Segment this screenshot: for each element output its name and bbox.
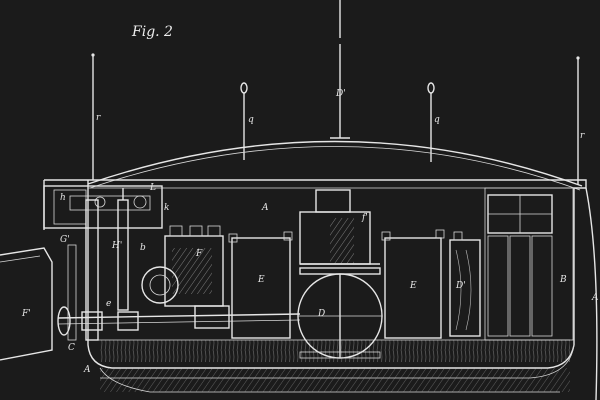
label-F1: F' — [22, 309, 31, 319]
propeller-shaft — [58, 306, 300, 335]
label-B: B — [560, 275, 567, 285]
lamp-post-left — [241, 83, 247, 160]
antenna-rod-right — [576, 56, 579, 185]
label-E-left: E — [258, 275, 265, 285]
arched-roof — [88, 141, 582, 190]
label-b: b — [140, 243, 146, 253]
tank-E-left — [229, 232, 292, 338]
label-E-right: E — [410, 281, 417, 291]
central-mast — [330, 0, 350, 138]
label-G1: G' — [60, 235, 70, 245]
label-h: h — [60, 193, 66, 203]
label-f1: f' — [362, 213, 368, 223]
label-D: D — [318, 309, 326, 319]
upper-machinery — [300, 190, 380, 264]
hull — [44, 180, 597, 400]
label-D1: D' — [456, 281, 466, 291]
label-k: k — [164, 203, 170, 213]
label-r-right: r — [580, 131, 585, 141]
label-C: C — [68, 343, 75, 353]
label-A-left: A — [84, 365, 91, 375]
label-q-left: q — [248, 115, 254, 125]
label-e: e — [106, 299, 112, 309]
label-r-left: r — [96, 113, 101, 123]
storage-compartment — [485, 188, 573, 340]
label-L: L — [150, 183, 156, 193]
rudder — [0, 248, 52, 360]
label-A-right: A — [592, 293, 599, 303]
label-mast: D' — [336, 89, 346, 99]
engine-F — [142, 226, 223, 306]
label-q-right: q — [434, 115, 440, 125]
label-A-top: A — [262, 203, 269, 213]
label-H1: H' — [112, 241, 123, 251]
antenna-rod-left — [91, 53, 94, 180]
figure-title: Fig. 2 — [132, 24, 173, 40]
label-F: F — [196, 249, 203, 259]
